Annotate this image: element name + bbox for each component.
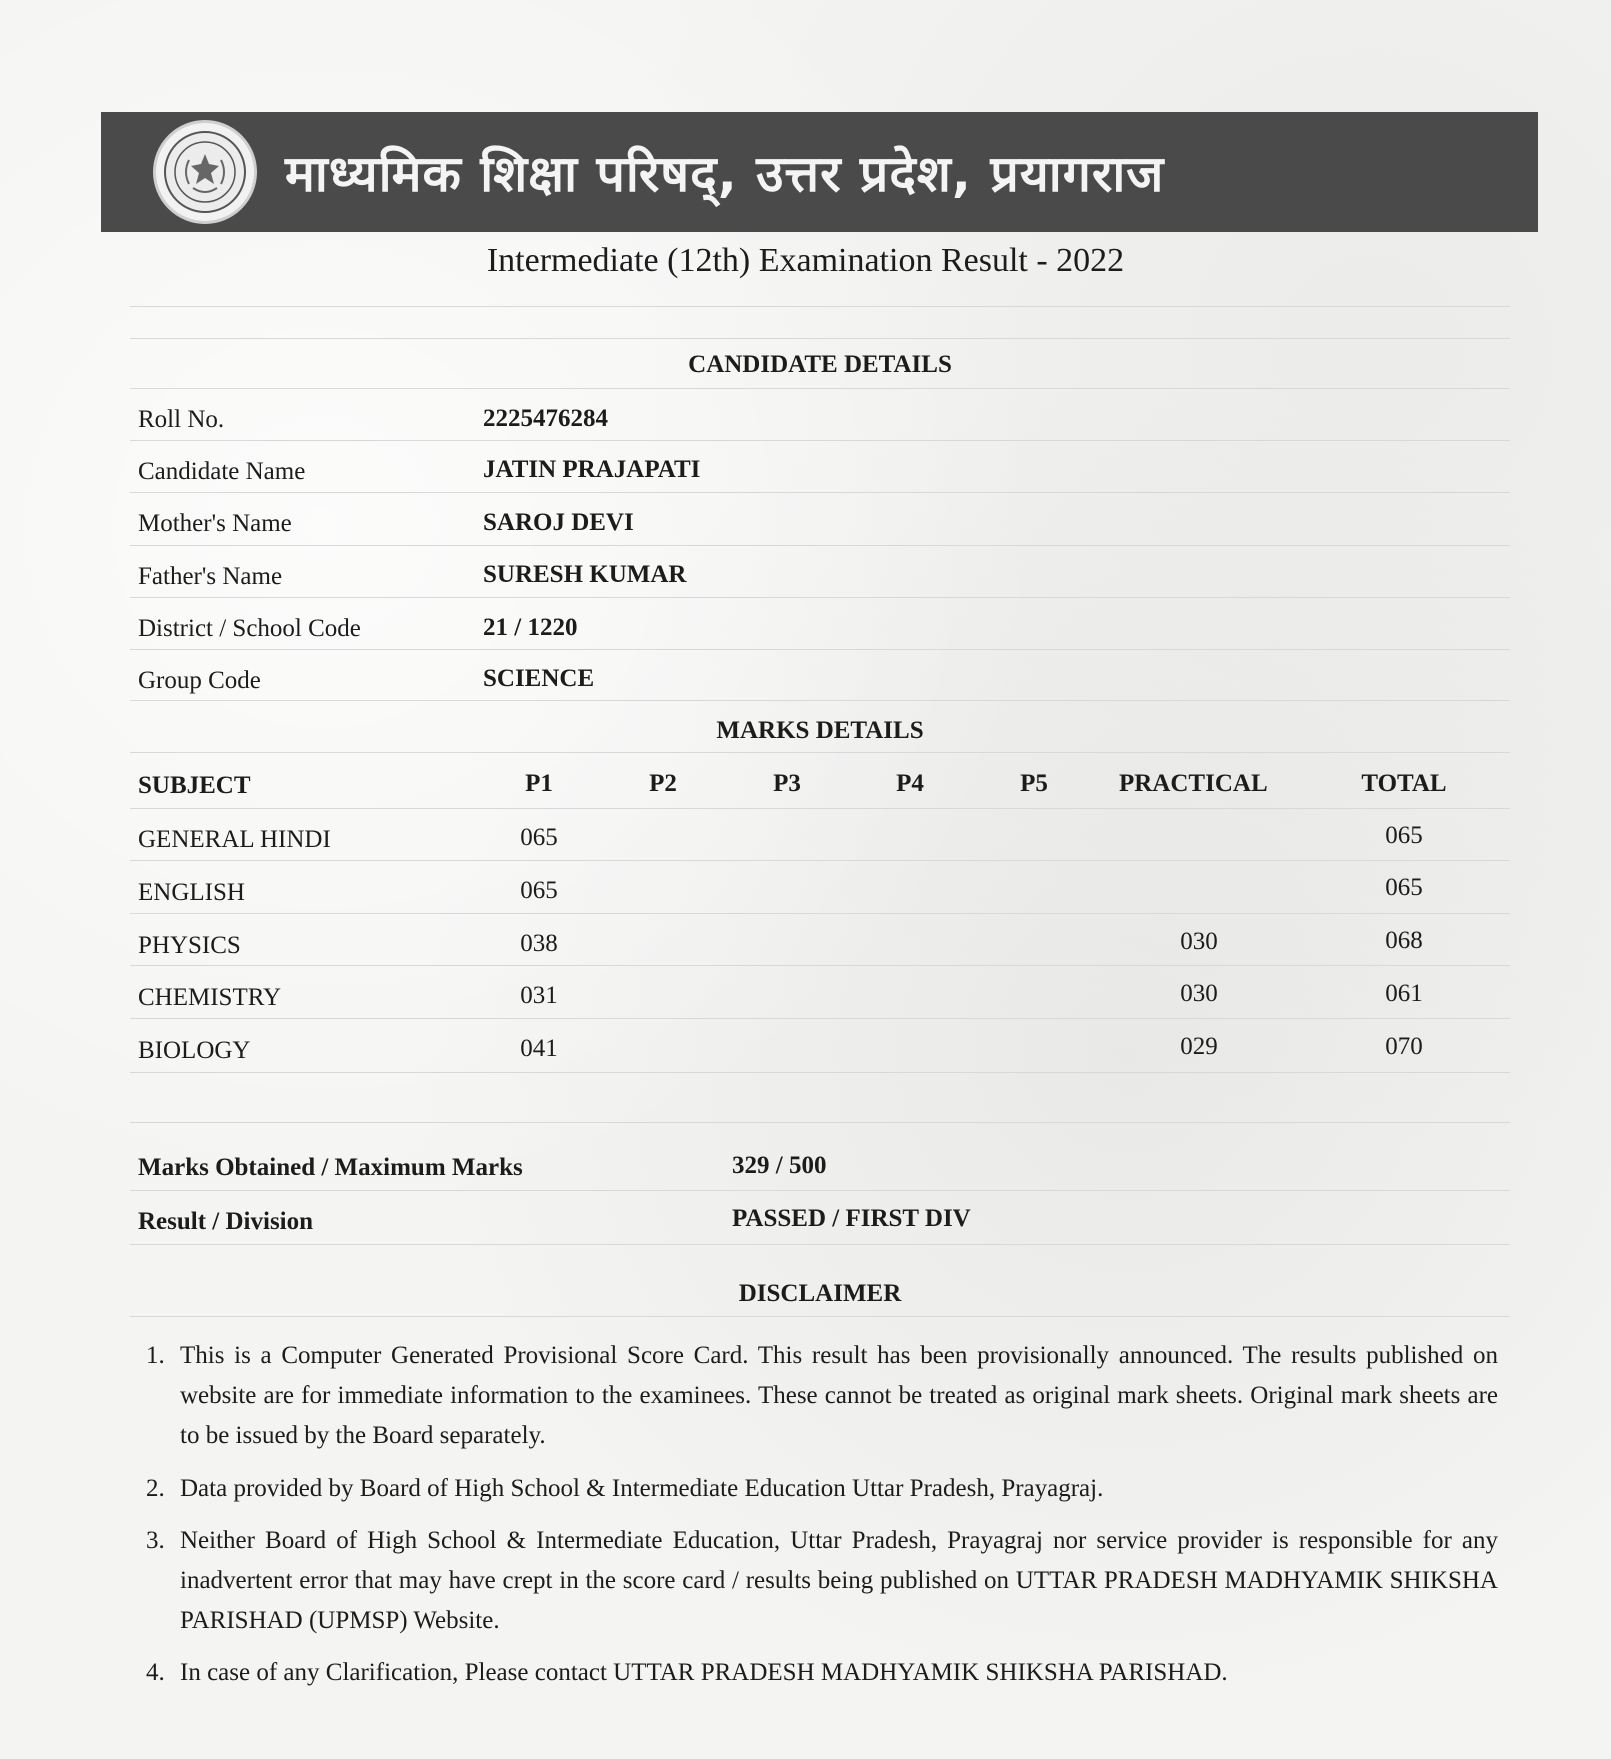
item-text: Neither Board of High School & Intermediate Education, Uttar Pradesh, Prayagraj nor service provider is responsible for any inadvertent error that may have crept in the score card / results being published on UTTAR PRADESH MADHYAMIK SHIKSHA PARISHAD (UPMSP) Website.	[180, 1527, 1498, 1634]
total-cell: 061	[1385, 980, 1423, 1007]
list-item	[146, 1469, 1498, 1509]
divider	[130, 808, 1510, 809]
item-number: 1.	[146, 1342, 165, 1369]
district-school-code-label: District / School Code	[138, 615, 361, 642]
candidate-details-heading: CANDIDATE DETAILS	[688, 351, 952, 378]
practical-cell: 030	[1180, 980, 1218, 1007]
divider	[130, 752, 1510, 753]
item-number: 4.	[146, 1659, 165, 1686]
divider	[130, 649, 1510, 650]
marks-obtained-label: Marks Obtained / Maximum Marks	[138, 1154, 523, 1181]
p1-cell: 038	[520, 930, 558, 957]
total-cell: 065	[1385, 874, 1423, 901]
col-p5-header: P5	[1020, 770, 1048, 797]
divider	[130, 492, 1510, 493]
result-division-label: Result / Division	[138, 1208, 314, 1235]
col-p4-header: P4	[896, 770, 924, 797]
divider	[130, 545, 1510, 546]
roll-no-label: Roll No.	[138, 406, 225, 433]
candidate-name-label: Candidate Name	[138, 458, 306, 485]
subject-cell: BIOLOGY	[138, 1037, 251, 1064]
father-name-value: SURESH KUMAR	[483, 561, 687, 588]
divider	[130, 1122, 1510, 1123]
total-cell: 065	[1385, 822, 1423, 849]
col-p3-header: P3	[773, 770, 801, 797]
divider	[130, 306, 1510, 307]
divider	[130, 338, 1510, 339]
list-item	[146, 1336, 1498, 1456]
list-item	[146, 1521, 1498, 1641]
divider	[130, 388, 1510, 389]
result-division-value: PASSED / FIRST DIV	[732, 1205, 971, 1232]
total-cell: 070	[1385, 1033, 1423, 1060]
col-subject-header: SUBJECT	[138, 772, 251, 799]
item-text: This is a Computer Generated Provisional Score Card. This result has been provisionally announced. The results published on website are for immediate information to the examinees. These cannot be treated as original mark sheets. Original mark sheets are to be issued by the Board separately.	[180, 1342, 1498, 1449]
divider	[130, 1072, 1510, 1073]
divider	[130, 1190, 1510, 1191]
divider	[130, 1244, 1510, 1245]
p1-cell: 041	[520, 1035, 558, 1062]
divider	[130, 1316, 1510, 1317]
p1-cell: 065	[520, 877, 558, 904]
subject-cell: CHEMISTRY	[138, 984, 282, 1011]
group-code-value: SCIENCE	[483, 665, 595, 692]
mother-name-label: Mother's Name	[138, 510, 292, 537]
col-p2-header: P2	[649, 770, 677, 797]
group-code-label: Group Code	[138, 667, 261, 694]
header-banner	[101, 112, 1538, 232]
board-title: माध्यमिक शिक्षा परिषद्, उत्तर प्रदेश, प्रयागराज	[285, 145, 1165, 203]
divider	[130, 597, 1510, 598]
subject-cell: PHYSICS	[138, 932, 241, 959]
candidate-name-value: JATIN PRAJAPATI	[483, 456, 701, 483]
divider	[130, 913, 1510, 914]
father-name-label: Father's Name	[138, 563, 283, 590]
marks-details-heading: MARKS DETAILS	[716, 717, 924, 744]
col-total-header: TOTAL	[1361, 770, 1447, 797]
practical-cell: 029	[1180, 1033, 1218, 1060]
p1-cell: 031	[520, 982, 558, 1009]
divider	[130, 700, 1510, 701]
item-number: 3.	[146, 1527, 165, 1554]
item-number: 2.	[146, 1475, 165, 1502]
item-text: In case of any Clarification, Please contact UTTAR PRADESH MADHYAMIK SHIKSHA PARISHAD.	[180, 1659, 1228, 1686]
disclaimer-heading: DISCLAIMER	[738, 1280, 902, 1307]
col-p1-header: P1	[525, 770, 553, 797]
p1-cell: 065	[520, 824, 558, 851]
divider	[130, 965, 1510, 966]
divider	[130, 1018, 1510, 1019]
divider	[130, 860, 1510, 861]
upmsp-seal-icon	[153, 120, 257, 224]
practical-cell: 030	[1180, 928, 1218, 955]
mother-name-value: SAROJ DEVI	[483, 509, 634, 536]
subject-cell: ENGLISH	[138, 879, 245, 906]
col-practical-header: PRACTICAL	[1119, 770, 1268, 797]
total-cell: 068	[1385, 927, 1423, 954]
item-text: Data provided by Board of High School & Intermediate Education Uttar Pradesh, Prayagraj.	[180, 1475, 1104, 1502]
district-school-code-value: 21 / 1220	[483, 614, 578, 641]
divider	[130, 440, 1510, 441]
roll-no-value: 2225476284	[483, 405, 608, 432]
subject-cell: GENERAL HINDI	[138, 826, 331, 853]
exam-title: Intermediate (12th) Examination Result - 2022	[486, 242, 1125, 279]
list-item	[146, 1653, 1498, 1693]
marks-obtained-value: 329 / 500	[732, 1152, 827, 1179]
